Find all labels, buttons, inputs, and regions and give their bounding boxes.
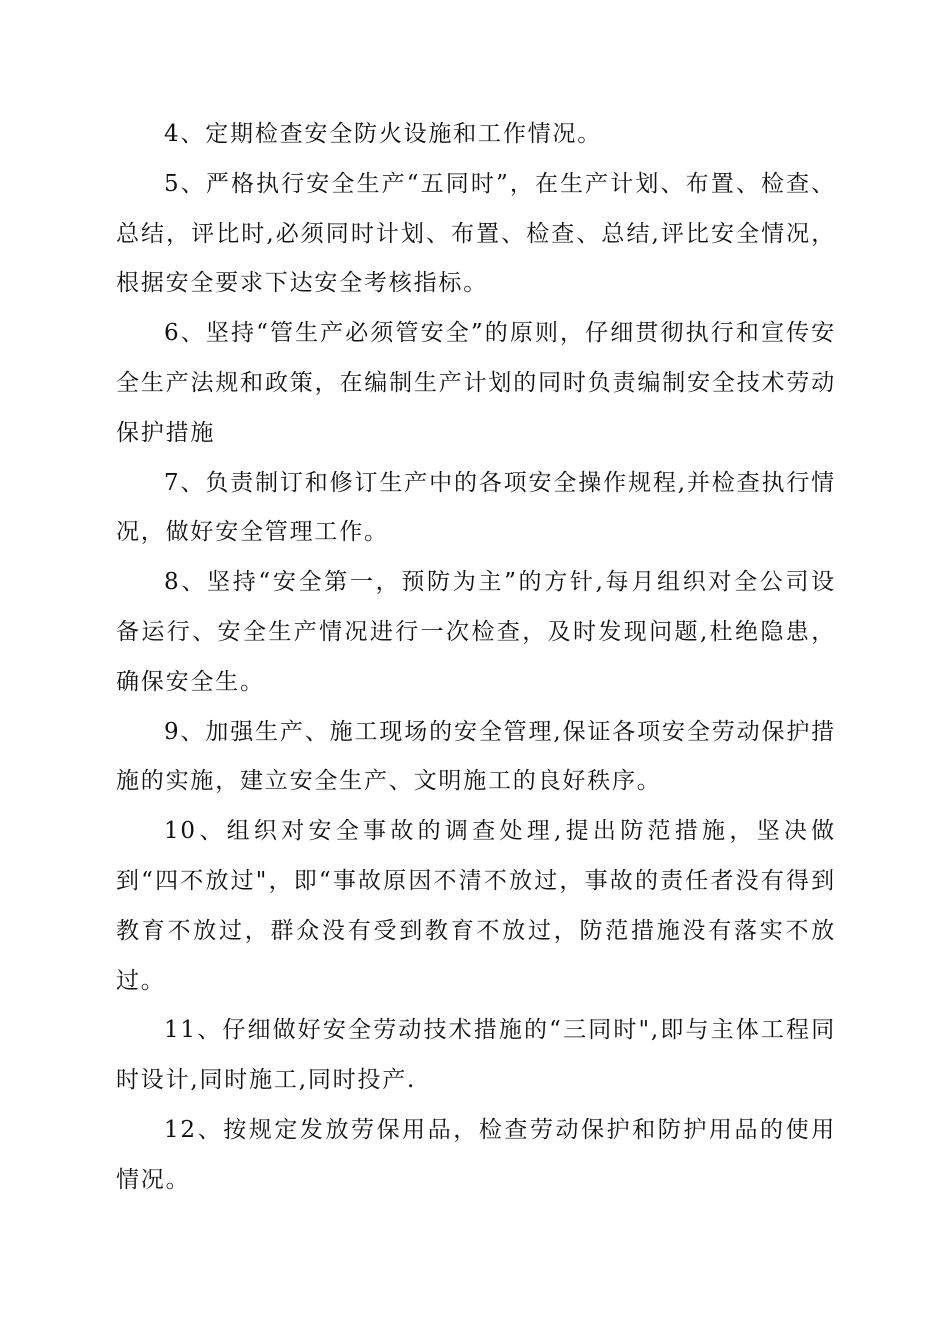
paragraph-item-12: 12、按规定发放劳保用品，检查劳动保护和防护用品的使用情况。 [116, 1116, 836, 1193]
paragraph-item-4: 4、定期检查安全防火设施和工作情况。 [164, 121, 603, 147]
paragraph-item-8: 8、坚持“安全第一，预防为主”的方针,每月组织对全公司设备运行、安全生产情况进行一次检查，及时发现问题,杜绝隐患，确保安全生。 [116, 569, 836, 695]
paragraph-item-9: 9、加强生产、施工现场的安全管理,保证各项安全劳动保护措施的实施，建立安全生产、文明施工的良好秩序。 [116, 718, 836, 795]
paragraph-item-6: 6、坚持“管生产必须管安全”的原则，仔细贯彻执行和宣传安全生产法规和政策，在编制生产计划的同时负责编制安全技术劳动保护措施 [116, 320, 836, 446]
paragraph-item-11: 11、仔细做好安全劳动技术措施的“三同时",即与主体工程同时设计,同时施工,同时投产. [116, 1017, 836, 1094]
document-body [116, 110, 836, 1206]
paragraph-item-7: 7、负责制订和修订生产中的各项安全操作规程,并检查执行情况，做好安全管理工作。 [116, 469, 836, 546]
paragraph-item-5: 5、严格执行安全生产“五同时”，在生产计划、布置、检查、总结，评比时,必须同时计划、布置、检查、总结,评比安全情况，根据安全要求下达安全考核指标。 [116, 170, 836, 297]
paragraph-item-10: 10、组织对安全事故的调查处理,提出防范措施，坚决做到“四不放过"，即“事故原因不清不放过，事故的责任者没有得到教育不放过，群众没有受到教育不放过，防范措施没有落实不放过。 [116, 818, 836, 994]
